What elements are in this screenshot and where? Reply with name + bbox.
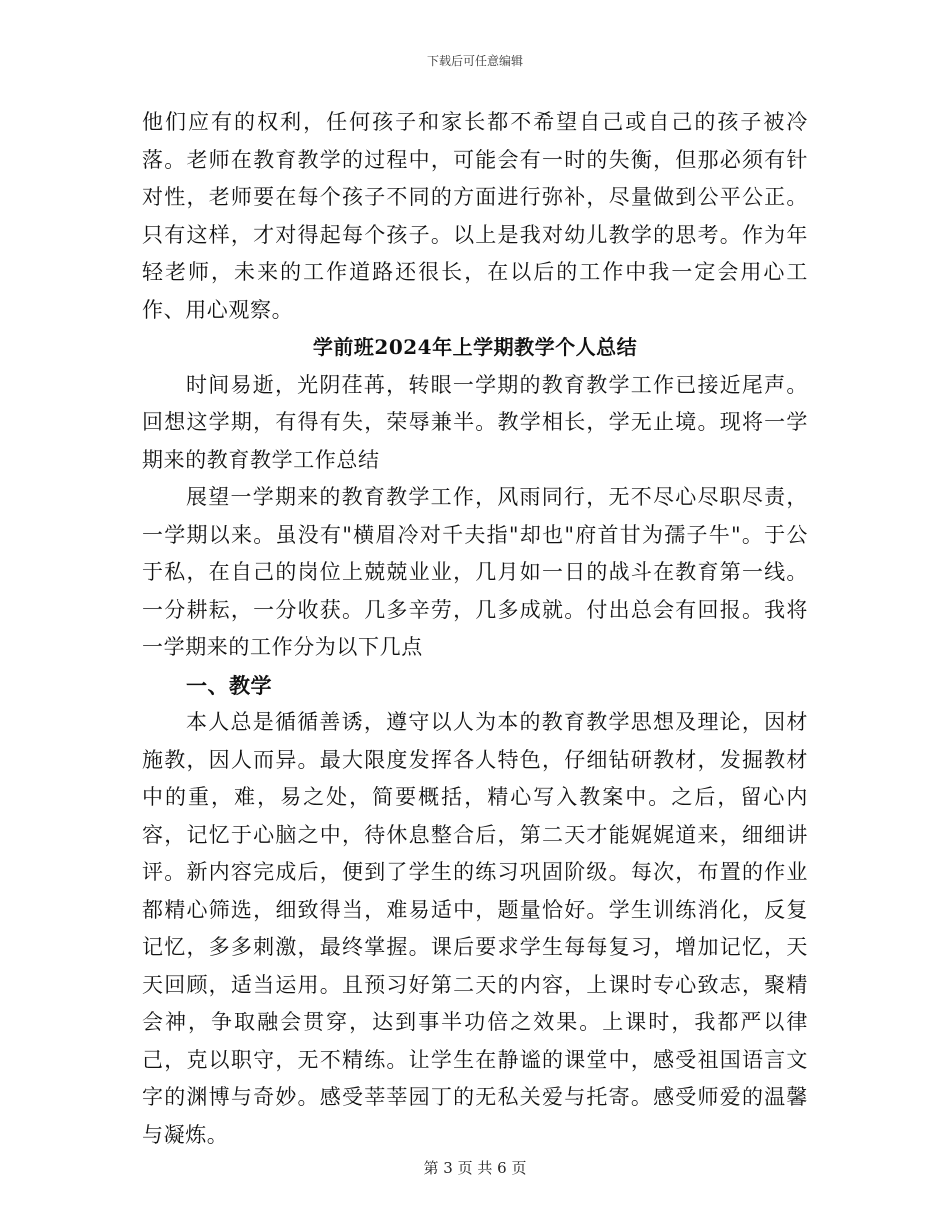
page-number: 第 3 页 共 6 页 xyxy=(423,1159,527,1177)
page-header-note: 下载后可任意编辑 xyxy=(426,54,523,68)
paragraph-1: 时间易逝，光阴荏苒，转眼一学期的教育教学工作已接近尾声。回想这学期，有得有失，荣辱兼半。教学相长，学无止境。现将一学期来的教育教学工作总结 xyxy=(142,372,808,472)
paragraph-2: 展望一学期来的教育教学工作，风雨同行，无不尽心尽职尽责，一学期以来。虽没有"横眉冷对千夫指"却也"府首甘为孺子牛"。于公于私，在自己的岗位上兢兢业业，几月如一日的战斗在教育第一线。一分耕耘，一分收获。几多辛劳，几多成就。付出总会有回报。我将一学期来的工作分为以下几点 xyxy=(142,485,808,659)
intro-paragraph: 他们应有的权利，任何孩子和家长都不希望自己或自己的孩子被冷落。老师在教育教学的过程中，可能会有一时的失衡，但那必须有针对性，老师要在每个孩子不同的方面进行弥补，尽量做到公平公正。只有这样，才对得起每个孩子。以上是我对幼儿教学的思考。作为年轻老师，未来的工作道路还很长，在以后的工作中我一定会用心工作、用心观察。 xyxy=(142,110,808,322)
document-title: 学前班2024年上学期教学个人总结 xyxy=(312,335,638,359)
paragraph-3: 本人总是循循善诱，遵守以人为本的教育教学思想及理论，因材施教，因人而异。最大限度发挥各人特色，仔细钻研教材，发掘教材中的重，难，易之处，简要概括，精心写入教案中。之后，留心内容，记忆于心脑之中，待休息整合后，第二天才能娓娓道来，细细讲评。新内容完成后，便到了学生的练习巩固阶级。每次，布置的作业都精心筛选，细致得当，难易适中，题量恰好。学生训练消化，反复记忆，多多刺激，最终掌握。课后要求学生每每复习，增加记忆，天天回顾，适当运用。且预习好第二天的内容，上课时专心致志，聚精会神，争取融会贯穿，达到事半功倍之效果。上课时，我都严以律己，克以职守，无不精练。让学生在静谧的课堂中，感受祖国语言文字的渊博与奇妙。感受莘莘园丁的无私关爱与托寄。感受师爱的温馨与凝炼。 xyxy=(142,710,808,1147)
document-body xyxy=(142,104,808,1154)
section-heading: 一、教学 xyxy=(186,672,272,698)
